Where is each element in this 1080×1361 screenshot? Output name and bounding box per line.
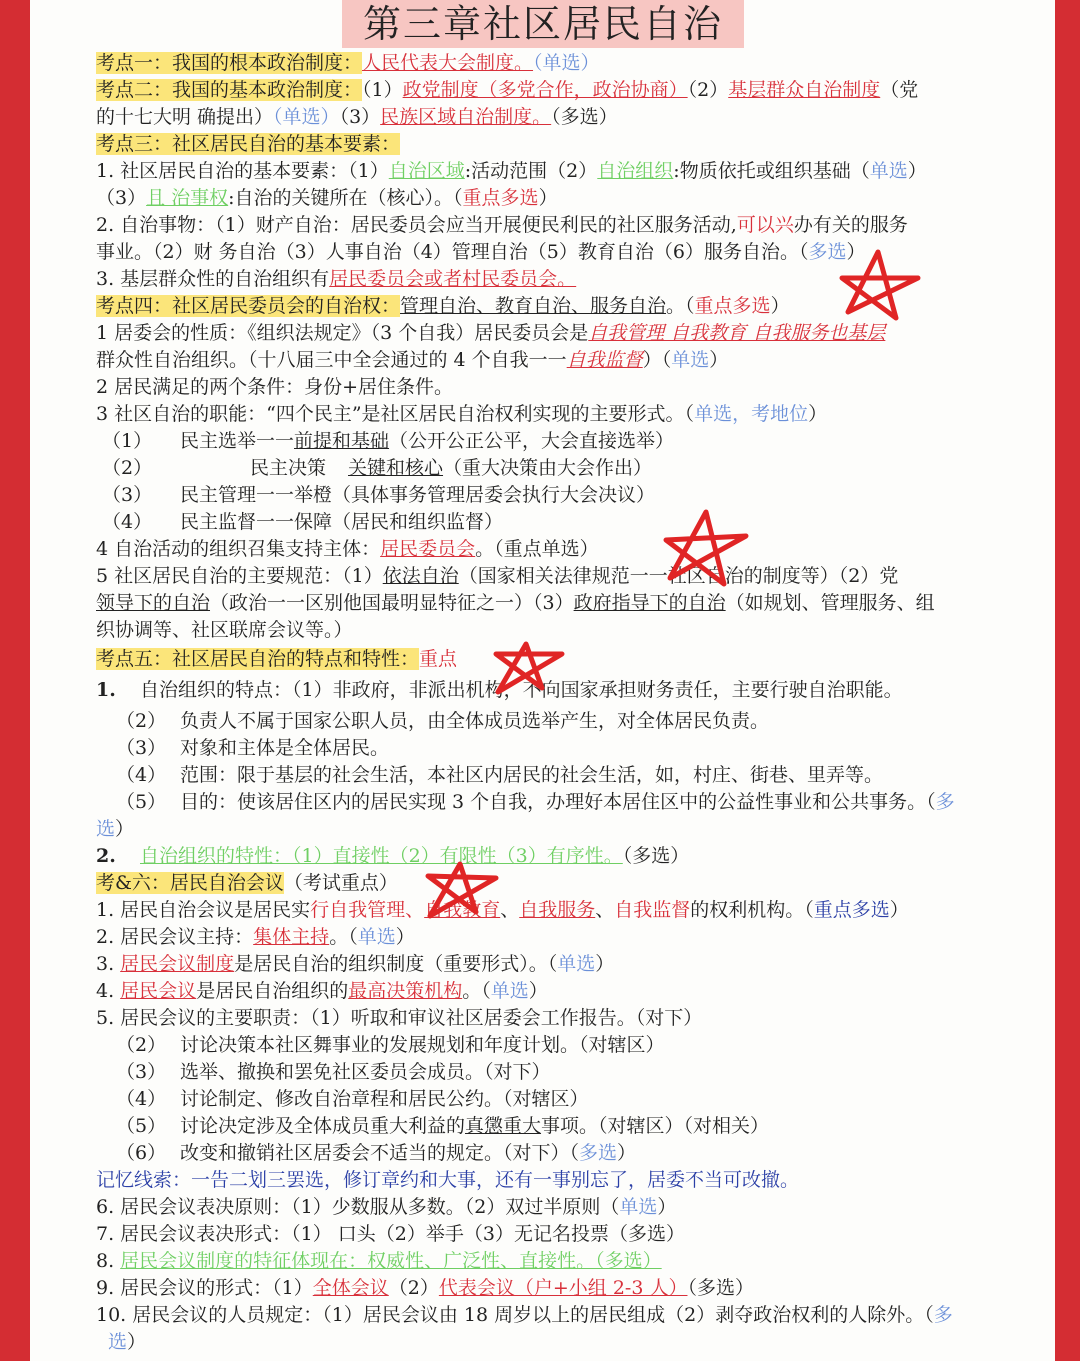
- line-16: [102, 455, 652, 482]
- line-kaodian-5: [96, 646, 457, 673]
- topic-heading: 考点五：社区居民自治的特点和特性：: [96, 648, 420, 670]
- line-33: [96, 924, 415, 951]
- text: ）: [595, 953, 615, 975]
- star-mark-icon: [492, 640, 566, 696]
- text: （多选）: [622, 845, 690, 867]
- text: 讨论决定涉及全体成员重大利益的: [180, 1115, 466, 1137]
- line-6: [96, 185, 558, 212]
- text: ）: [846, 241, 866, 263]
- text: 事业。（2）财 务自治（3）人事自治（4）管理自治（5）教育自治（6）服务自治。（: [96, 241, 809, 263]
- line-19: [96, 536, 599, 563]
- line-36: [96, 1005, 702, 1032]
- item-number: （1）: [102, 430, 153, 452]
- item-number: （4）: [116, 1088, 167, 1110]
- text: 。（: [329, 926, 358, 948]
- underlined-text: 前提和基础: [294, 430, 390, 452]
- line-39: [116, 1086, 589, 1113]
- tag: 选: [108, 1331, 128, 1353]
- red-term: 最高决策机构: [348, 980, 463, 1002]
- text: :自治的关键所在（核心）。（: [228, 187, 463, 209]
- text: ）: [528, 980, 548, 1002]
- text: 群众性自治组织。（十八届三中全会通过的 4 个自我一一: [96, 349, 567, 371]
- text: 5. 居民会议的主要职责：（1）听取和审议社区居委会工作报告。（对下）: [96, 1007, 703, 1029]
- tag: 单选: [619, 1196, 658, 1218]
- text: 6. 居民会议表决原则：（1）少数服从多数。（2）双过半原则（: [96, 1196, 620, 1218]
- tag: 单选: [869, 160, 908, 182]
- item-number: （6）: [116, 1142, 167, 1164]
- line-12: [96, 347, 728, 374]
- text: 织协调等、社区联席会议等。）: [96, 619, 353, 641]
- text: （国家相关法律规范一一社区自治的制度等）（2）党: [458, 565, 899, 587]
- tag: 选: [96, 818, 116, 840]
- line-11: [96, 320, 885, 347]
- text: 讨论决策本社区舞事业的发展规划和年度计划。（对辖区）: [180, 1034, 665, 1056]
- red-text: 自我监督: [614, 899, 691, 921]
- line-14: [96, 401, 827, 428]
- line-17: [102, 482, 655, 509]
- tag: （单选）: [533, 52, 600, 74]
- item-number: （4）: [116, 764, 167, 786]
- red-text: 重点: [419, 648, 458, 670]
- tag: 多: [933, 1304, 953, 1326]
- green-term: 自治区域: [388, 160, 465, 182]
- text: 7. 居民会议表决形式：（1） 口头（2）举手（3）无记名投票（多选）: [96, 1223, 685, 1245]
- tag: 重点多选: [813, 899, 890, 921]
- line-3: [96, 104, 618, 131]
- topic-heading: 考点一：我国的根本政治制度：: [96, 52, 363, 74]
- text: 自治组织的特点：（1）非政府，非派出机构，不向国家承担财务责任，主要行驶自治职能。: [140, 679, 903, 701]
- document-page: [30, 0, 1055, 1361]
- item-number: （2）: [116, 1034, 167, 1056]
- text: 。（重点单选）: [475, 538, 599, 560]
- green-term: 自治组织的特性：（1）直接性（2）有限性（3）有序性。: [140, 845, 623, 867]
- line-27: [116, 762, 883, 789]
- line-26: [116, 735, 389, 762]
- red-term: 自我服务: [519, 899, 596, 921]
- red-term: 人民代表大会制度。: [362, 52, 534, 74]
- text: 、: [500, 899, 520, 921]
- text: 3. 基层群众性的自治组织有: [96, 268, 330, 290]
- item-number: （3）: [102, 484, 153, 506]
- text: 。（: [462, 980, 491, 1002]
- memory-cue-text: 记忆线索：一告二划三罢选，修订章约和大事，还有一事别忘了，居委不当可改撤。: [96, 1169, 800, 1191]
- text: 讨论制定、修改自治章程和居民公约。（对辖区）: [180, 1088, 589, 1110]
- text: （3）: [96, 187, 147, 209]
- text: ）: [538, 187, 558, 209]
- text: :物质依托或组织基础（: [673, 160, 870, 182]
- star-mark-icon: [424, 860, 500, 920]
- text: 1. 居民自治会议是居民实: [96, 899, 311, 921]
- line-37: [116, 1032, 665, 1059]
- text: （党: [880, 79, 919, 101]
- topic-heading: 考点二：我国的基本政治制度：: [96, 79, 363, 101]
- line-13: [96, 374, 453, 401]
- tag: （单选）: [273, 106, 340, 128]
- red-text: 行自我管理、: [310, 899, 425, 921]
- text: 2. 居民会议主持：: [96, 926, 254, 948]
- line-47: [96, 1302, 953, 1329]
- text: （2）: [388, 1277, 439, 1299]
- item-number: （5）: [116, 1115, 167, 1137]
- text: （多选）: [551, 106, 618, 128]
- item-number: （3）: [116, 1061, 167, 1083]
- tag: 多: [935, 791, 955, 813]
- line-kaodian-1: [96, 50, 600, 77]
- text: 民主决策: [250, 457, 327, 479]
- item-number: （2）: [116, 710, 167, 732]
- red-term: 全体会议: [312, 1277, 389, 1299]
- line-34: [96, 951, 614, 978]
- line-20: [96, 563, 898, 590]
- red-term: 基层群众自治制度: [728, 79, 881, 101]
- line-46: [96, 1275, 754, 1302]
- text: 负责人不属于国家公职人员，由全体成员选举产生，对全体居民负责。: [180, 710, 770, 732]
- line-kaodian-6: [96, 870, 398, 897]
- text: 1 居委会的性质：《组织法规定》（3 个自我）居民委员会是: [96, 322, 589, 344]
- handwritten-term: 自我监督: [566, 349, 643, 371]
- text: （2）: [687, 79, 729, 101]
- text: （考试重点）: [283, 872, 398, 894]
- text: 3 社区自治的职能：“四个民主”是社区居民自治权利实现的主要形式。（: [96, 403, 695, 425]
- text: 办有关的服务: [793, 214, 908, 236]
- underlined-text: 管理自治、教育自治、服务自治: [400, 295, 667, 317]
- tag: 单选: [357, 926, 396, 948]
- text: ）: [115, 818, 135, 840]
- text: （重大决策由大会作出）: [443, 457, 653, 479]
- text: 的十七大明 确提出）: [96, 106, 274, 128]
- line-9: [96, 266, 576, 293]
- text: ）: [657, 1196, 677, 1218]
- tag: 单选: [557, 953, 596, 975]
- text: 是居民自治的组织制度（重要形式）。（: [234, 953, 558, 975]
- line-43: [96, 1194, 676, 1221]
- text: 2 居民满足的两个条件：身份+居住条件。: [96, 376, 454, 398]
- line-8: [96, 239, 866, 266]
- green-term: 居民会议制度的特征体现在：权威性、广泛性、直接性。（多选）: [120, 1250, 662, 1272]
- text: 民主选举一一: [180, 430, 295, 452]
- line-48: [108, 1329, 146, 1356]
- text: 民主管理一一举橙（具体事务管理居委会执行大会决议）: [180, 484, 656, 506]
- underlined-text: 依法自治: [382, 565, 459, 587]
- red-term: 居民委员会: [380, 538, 476, 560]
- line-18: [102, 509, 503, 536]
- text: 范围：限于基层的社会生活，本社区内居民的社会生活，如，村庄、街巷、里弄等。: [180, 764, 884, 786]
- handwritten-term: 自我管理 自我教育 自我服务也基层: [588, 322, 886, 344]
- line-28: [116, 789, 955, 816]
- red-text: 可以兴: [736, 214, 794, 236]
- text: 的权利机构。（: [690, 899, 814, 921]
- red-term: 自我教育: [424, 899, 501, 921]
- text: 事项。（对辖区）（对相关）: [541, 1115, 770, 1137]
- text: ）（: [642, 349, 672, 371]
- text: 10. 居民会议的人员规定：（1）居民会议由 18 周岁以上的居民组成（2）剥夺政治权利的人除外。（: [96, 1304, 934, 1326]
- text: ）: [808, 403, 828, 425]
- line-45: [96, 1248, 662, 1275]
- text: 民主监督一一保障（居民和组织监督）: [180, 511, 504, 533]
- text: 对象和主体是全体居民。: [180, 737, 390, 759]
- tag: 重点多选: [694, 295, 771, 317]
- text: ）: [395, 926, 415, 948]
- text: 4.: [96, 980, 121, 1002]
- text: （3）: [339, 106, 381, 128]
- text: ）: [709, 349, 729, 371]
- text: 5 社区居民自治的主要规范：（1）: [96, 565, 383, 587]
- line-35: [96, 978, 548, 1005]
- line-40: [116, 1113, 769, 1140]
- line-32: [96, 897, 909, 924]
- topic-heading: 考点四：社区居民委员会的自治权：: [96, 295, 401, 317]
- green-term: 自治组织: [597, 160, 674, 182]
- red-term: 政党制度（多党合作，政治协商）: [402, 79, 688, 101]
- line-5: [96, 158, 927, 185]
- text: ）: [889, 899, 909, 921]
- page-title: 第三章社区居民自治: [342, 0, 744, 48]
- item-number: （4）: [102, 511, 153, 533]
- text: 4 自治活动的组织召集支持主体：: [96, 538, 381, 560]
- text: 选举、撤换和罢免社区委员会成员。（对下）: [180, 1061, 551, 1083]
- item-number: （3）: [116, 737, 167, 759]
- line-38: [116, 1059, 551, 1086]
- text: 是居民自治组织的: [196, 980, 349, 1002]
- line-kaodian-2: [96, 77, 918, 104]
- tag: 单选: [490, 980, 529, 1002]
- red-term: 居民会议制度: [120, 953, 235, 975]
- text: 改变和撤销社区居委会不适当的规定。（对下）（: [180, 1142, 580, 1164]
- tag: 单选: [671, 349, 710, 371]
- text: ）: [617, 1142, 637, 1164]
- tag: 重点多选: [462, 187, 539, 209]
- text: 8.: [96, 1250, 121, 1272]
- underlined-text: 政府指导下的自治: [573, 592, 726, 614]
- star-mark-icon: [662, 508, 752, 594]
- text: 9. 居民会议的形式：（1）: [96, 1277, 313, 1299]
- red-term: 民族区域自治制度。: [380, 106, 552, 128]
- text: （多选）: [687, 1277, 754, 1299]
- text: :活动范围（2）: [464, 160, 598, 182]
- line-21: [96, 590, 935, 617]
- text: 3.: [96, 953, 121, 975]
- text: 、: [595, 899, 615, 921]
- underlined-text: 关键和核心: [348, 457, 444, 479]
- topic-heading: 考点三：社区居民自治的基本要素：: [96, 133, 401, 155]
- text: （1）: [362, 79, 403, 101]
- line-30: [96, 843, 689, 870]
- text: （公开公正公平，大会直接选举）: [389, 430, 675, 452]
- topic-heading: 考&六：居民自治会议: [96, 872, 284, 894]
- line-memory-cue: [96, 1167, 799, 1194]
- tag: 单选，考地位: [694, 403, 809, 425]
- text: （政治一一区别他国最明显特征之一）（3）: [210, 592, 574, 614]
- star-mark-icon: [838, 248, 922, 328]
- line-15: [102, 428, 674, 455]
- line-kaodian-3: [96, 131, 400, 158]
- line-7: [96, 212, 908, 239]
- red-term: 代表会议（户+小组 2-3 人）: [438, 1277, 688, 1299]
- red-term: 居民委员会或者村民委员会。: [329, 268, 577, 290]
- red-term: 居民会议: [120, 980, 197, 1002]
- line-25: [116, 708, 769, 735]
- tag: 多选: [579, 1142, 618, 1164]
- item-number: （5）: [116, 791, 167, 813]
- text: 2. 自治事物：（1）财产自治：居民委员会应当开展便民利民的社区服务活动,: [96, 214, 737, 236]
- line-29: [96, 816, 134, 843]
- line-kaodian-4: [96, 293, 790, 320]
- text: （如规划、管理服务、组: [725, 592, 935, 614]
- red-term: 集体主持: [253, 926, 330, 948]
- item-number: （2）: [102, 457, 153, 479]
- line-44: [96, 1221, 685, 1248]
- text: 1. 社区居民自治的基本要素：（1）: [96, 160, 389, 182]
- text: ）: [907, 160, 927, 182]
- text: 目的：使该居住区内的居民实现 3 个自我，办理好本居住区中的公益性事业和公共事务。（: [180, 791, 936, 813]
- line-41: [116, 1140, 636, 1167]
- tag: 多选: [808, 241, 847, 263]
- line-22: [96, 617, 353, 644]
- text: ）: [770, 295, 790, 317]
- item-number: 1.: [96, 679, 116, 701]
- green-term: 且 治事权: [146, 187, 229, 209]
- text: 。（: [666, 295, 695, 317]
- underlined-text: 真懲重大: [465, 1115, 542, 1137]
- text: ）: [127, 1331, 147, 1353]
- underlined-text: 领导下的自治: [96, 592, 211, 614]
- item-number: 2.: [96, 845, 116, 867]
